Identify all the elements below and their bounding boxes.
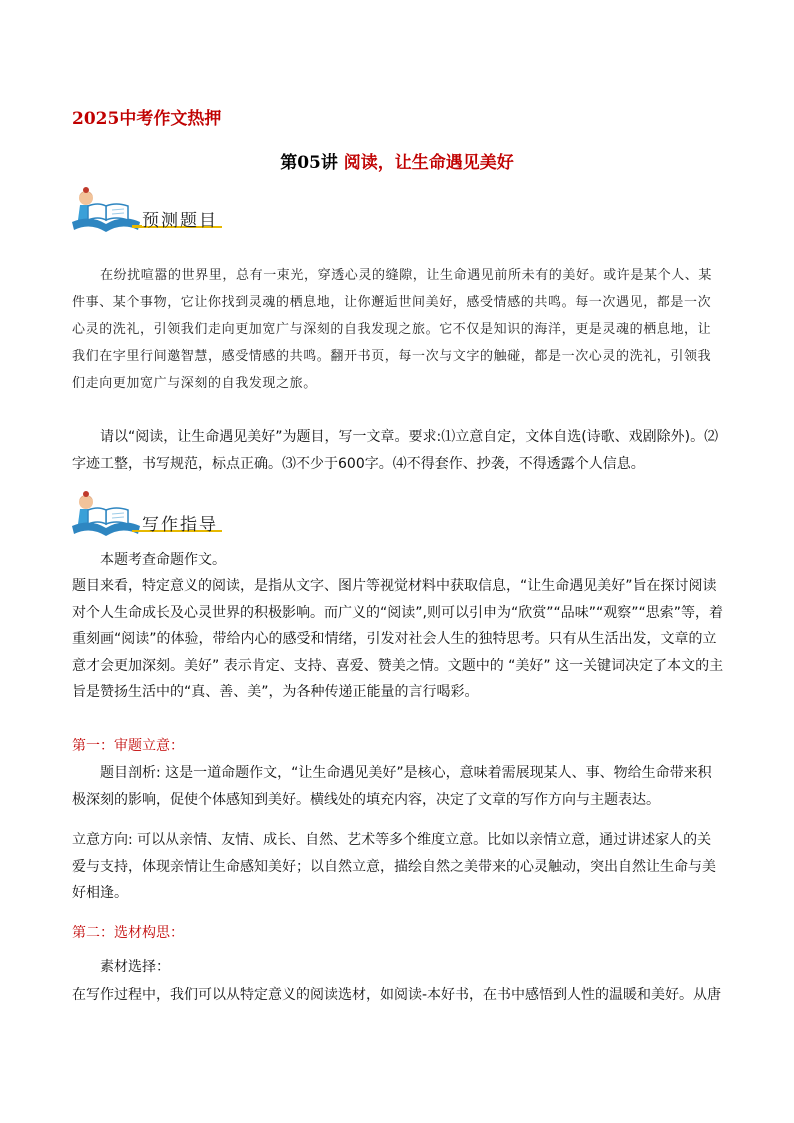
guide-analysis: 题目来看，特定意义的阅读，是指从文字、图片等视觉材料中获取信息，“让生命遇见美好”旨在探讨阅读对个人生命成长及心灵世界的积极影响。而广义的“阅读”,则可以引申为“欣赏”“品味”“观察”“思索”等，着重刻画“阅读”的体验，带给内心的感受和情绪，引发对社会人生的独特思考。只有从生活出发，文章的立意才会更加深刻。美好” 表示肯定、支持、喜爱、赞美之情。文题中的 “美好” 这一关键词决定了本文的主旨是赞扬生活中的“真、善、美”，为各种传递正能量的言行喝彩。 <box>72 578 724 700</box>
predict-section-banner <box>72 186 292 234</box>
guide-intro: 本题考查命题作文。 <box>100 552 226 568</box>
guide-label: 写作指导 <box>142 515 218 535</box>
lesson-title <box>0 148 794 173</box>
step2-heading: 第二：选材构思： <box>72 925 184 941</box>
step1-analysis: 题目剖析: 这是一道命题作文，“让生命遇见美好”是核心，意味着需展现某人、事、物给生命带来积极深刻的影响，促使个体感知到美好。横线处的填充内容，决定了文章的写作方向与主题表达。 <box>72 765 712 808</box>
lesson-number: 第05讲 <box>280 153 338 173</box>
step1-heading: 第一：审题立意： <box>72 738 184 754</box>
guide-section-banner <box>72 490 292 538</box>
prompt-passage: 在纷扰喧嚣的世界里，总有一束光，穿透心灵的缝隙，让生命遇见前所未有的美好。或许是某个人、某件事、某个事物，它让你找到灵魂的栖息地，让你邂逅世间美好，感受情感的共鸣。每一次遇见，都是一次心灵的洗礼，引领我们走向更加宽广与深刻的自我发现之旅。它不仅是知识的海洋，更是灵魂的栖息地，让我们在字里行间邀智慧，感受情感的共鸣。翻开书页，每一次与文字的触碰，都是一次心灵的洗礼，引领我们走向更加宽广与深刻的自我发现之旅。 <box>72 268 713 391</box>
predict-label: 预测题目 <box>142 211 218 231</box>
step1-direction: 立意方向: 可以从亲情、友情、成长、自然、艺术等多个维度立意。比如以亲情立意，通过讲述家人的关爱与支持，体现亲情让生命感知美好；以自然立意，描绘自然之美带来的心灵触动，突出自然让生命与美好相逢。 <box>72 832 716 901</box>
step2-subheading: 素材选择： <box>100 959 170 975</box>
series-title: 2025中考作文热押 <box>72 109 222 129</box>
lesson-topic: 阅读，让生命遇见美好 <box>343 153 514 173</box>
step2-text: 在写作过程中，我们可以从特定意义的阅读选材，如阅读-本好书，在书中感悟到人性的温暖和美好。从唐 <box>72 987 722 1003</box>
prompt-requirements: 请以“阅读，让生命遇见美好”为题目，写一文章。要求:⑴立意自定，文体自选(诗歌、戏剧除外)。⑵字迹工整，书写规范，标点正确。⑶不少于600字。⑷不得套作、抄袭，不得透露个人信息。 <box>72 429 719 472</box>
